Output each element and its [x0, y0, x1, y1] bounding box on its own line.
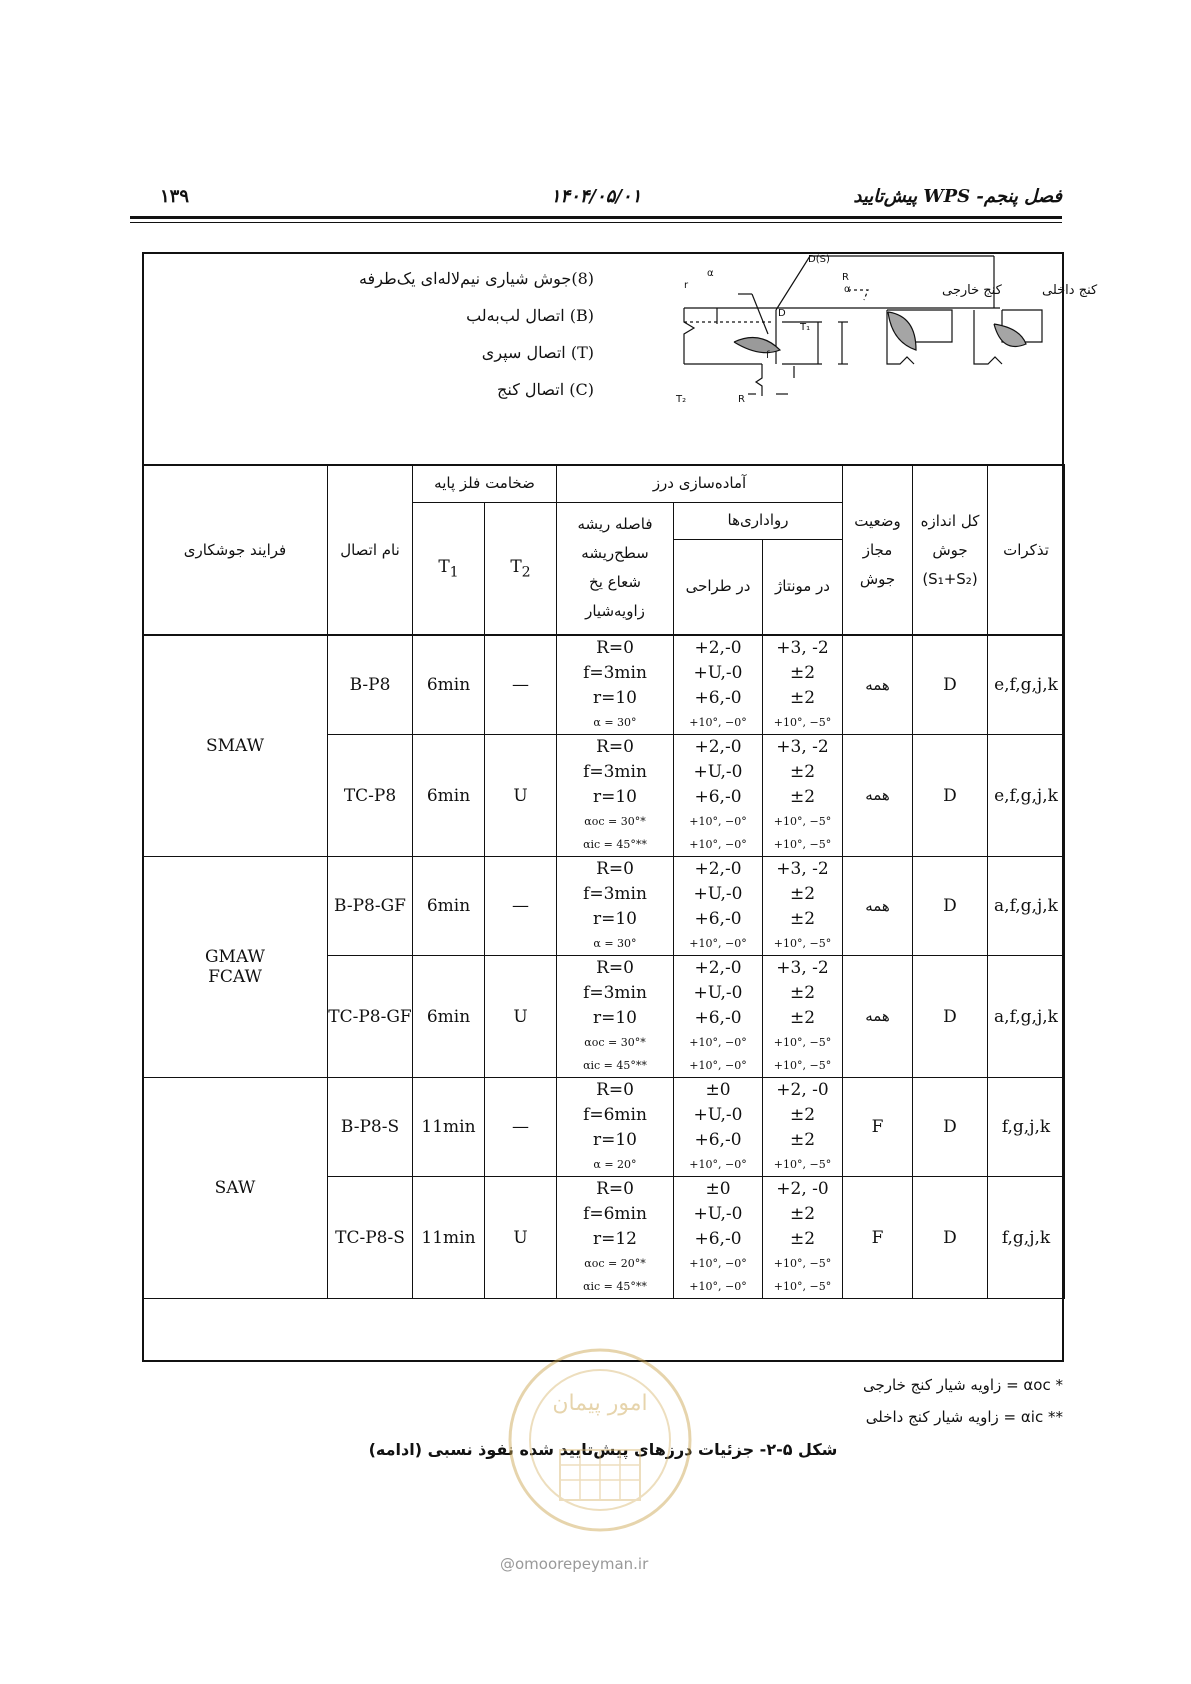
as-detailed-tolerance: [674, 735, 763, 857]
as-detailed-tolerance-line: +6,-0: [694, 909, 742, 929]
as-detailed-tolerance-line: +10°, −0°: [689, 716, 747, 729]
joint-prep-line: f=6min: [583, 1204, 647, 1224]
as-detailed-tolerance-line: +6,-0: [694, 688, 742, 708]
table-row: [143, 1078, 1065, 1177]
joint-name: B-P8-S: [328, 1078, 413, 1177]
t1-value: 6min: [413, 635, 485, 735]
joint-prep-line: r=10: [592, 1130, 637, 1150]
process-name-line: FCAW: [208, 967, 262, 987]
t1-value: 11min: [413, 1078, 485, 1177]
t2-value: U: [485, 735, 557, 857]
as-fitup-tolerance-line: ±2: [789, 663, 816, 683]
diagram-label-alpha: α: [707, 268, 714, 279]
joint-prep-line: f=3min: [583, 762, 647, 782]
table-row: [143, 857, 1065, 956]
as-detailed-tolerance-line: +2,-0: [694, 737, 742, 757]
t1-value: 11min: [413, 1177, 485, 1299]
joint-name: B-P8-GF: [328, 857, 413, 956]
col-position-line: وضعیت: [854, 511, 901, 530]
joint-prep: [557, 956, 674, 1078]
col-t1: $T_1$: [413, 502, 485, 635]
joint-prep-line: R=0: [596, 737, 634, 757]
process-name: [143, 635, 328, 857]
joint-prep-line: R=0: [596, 958, 634, 978]
as-fitup-tolerance: [763, 735, 843, 857]
as-detailed-tolerance-line: ±0: [705, 1179, 731, 1199]
as-fitup-tolerance: [763, 1177, 843, 1299]
joint-details-table: [142, 464, 1065, 1299]
joint-prep-line: R=0: [596, 1080, 634, 1100]
as-detailed-tolerance-line: +6,-0: [694, 1008, 742, 1028]
position-value: همه: [843, 857, 913, 956]
joint-prep-line: αic = 45°**: [583, 1280, 647, 1293]
col-as-fitup: در مونتاژ: [763, 539, 843, 635]
position-value: همه: [843, 735, 913, 857]
as-fitup-tolerance-line: +10°, −5°: [773, 1158, 832, 1171]
joint-prep-line: f=6min: [583, 1105, 647, 1125]
col-tolerances: رواداری‌ها: [674, 502, 843, 539]
position-value: همه: [843, 956, 913, 1078]
col-root-opening: [557, 502, 674, 635]
as-detailed-tolerance-line: +U,-0: [693, 1105, 743, 1125]
as-detailed-tolerance-line: +10°, −0°: [689, 1059, 747, 1072]
as-detailed-tolerance-line: +U,-0: [693, 1204, 743, 1224]
joint-prep: [557, 857, 674, 956]
as-detailed-tolerance-line: +10°, −0°: [689, 1257, 747, 1270]
position-value: همه: [843, 635, 913, 735]
as-fitup-tolerance: [763, 956, 843, 1078]
process-name-line: SAW: [214, 1178, 256, 1198]
joint-prep-line: r=10: [592, 688, 637, 708]
as-detailed-tolerance-line: +6,-0: [694, 1229, 742, 1249]
t1-value: 6min: [413, 956, 485, 1078]
col-notes: تذکرات: [988, 465, 1065, 635]
as-detailed-tolerance-line: +10°, −0°: [689, 1280, 747, 1293]
as-fitup-tolerance-line: +3, -2: [776, 859, 829, 879]
as-fitup-tolerance: [763, 857, 843, 956]
as-fitup-tolerance-line: ±2: [789, 1229, 816, 1249]
joint-prep-line: αoc = 30°*: [584, 815, 646, 828]
t2-value: —: [485, 1078, 557, 1177]
process-name: [143, 857, 328, 1078]
joint-prep-line: r=12: [592, 1229, 637, 1249]
as-detailed-tolerance-line: +10°, −0°: [689, 937, 747, 950]
page-number: ۱۳۹: [160, 186, 190, 207]
joint-name: TC-P8-GF: [328, 956, 413, 1078]
inside-corner-label: کنج داخلی: [1042, 283, 1098, 298]
col-root-opening-line: فاصله ریشه: [577, 515, 653, 534]
watermark-url: @omoorepeyman.ir: [500, 1555, 649, 1573]
process-name: [143, 1078, 328, 1299]
col-position-line: جوش: [859, 569, 896, 588]
t2-value: U: [485, 956, 557, 1078]
watermark-logo: [470, 1340, 730, 1540]
outside-corner-label: کنج خارجی: [942, 283, 1002, 298]
as-fitup-tolerance-line: ±2: [789, 1008, 816, 1028]
joint-prep-line: R=0: [596, 638, 634, 658]
t1-value: 6min: [413, 735, 485, 857]
as-fitup-tolerance: [763, 1078, 843, 1177]
col-weld-size-line: کل اندازه: [920, 511, 980, 530]
joint-prep-line: αoc = 20°*: [584, 1257, 646, 1270]
joint-prep-line: αoc = 30°*: [584, 1036, 646, 1049]
as-fitup-tolerance-line: +10°, −5°: [773, 1257, 832, 1270]
joint-prep-line: αic = 45°**: [583, 1059, 647, 1072]
joint-prep: [557, 735, 674, 857]
header-rule-thick: [130, 216, 1062, 219]
page-header: [130, 186, 1062, 210]
col-root-opening-line: سطح‌ریشه: [581, 544, 649, 563]
joint-prep-line: R=0: [596, 1179, 634, 1199]
weld-size-value: D: [913, 857, 988, 956]
diagram-label-r: r: [684, 280, 689, 291]
as-fitup-tolerance-line: +10°, −5°: [773, 1059, 832, 1072]
as-fitup-tolerance-line: ±2: [789, 1204, 816, 1224]
col-weld-size-line: جوش: [932, 540, 968, 559]
weld-size-value: D: [913, 635, 988, 735]
joint-type-tee: (T) اتصال سپری: [481, 343, 594, 362]
joint-name: TC-P8: [328, 735, 413, 857]
t1-value: 6min: [413, 857, 485, 956]
joint-prep-line: r=10: [592, 1008, 637, 1028]
as-detailed-tolerance-line: +2,-0: [694, 638, 742, 658]
joint-prep-line: r=10: [592, 909, 637, 929]
weld-size-value: D: [913, 1078, 988, 1177]
joint-prep-line: α = 30°: [593, 937, 637, 950]
as-detailed-tolerance-line: ±0: [705, 1080, 731, 1100]
as-fitup-tolerance-line: +2, -0: [776, 1179, 829, 1199]
t2-value: U: [485, 1177, 557, 1299]
joint-type-butt: (B) اتصال لب‌به‌لب: [466, 306, 594, 325]
col-t2: $T_2$: [485, 502, 557, 635]
weld-size-value: D: [913, 956, 988, 1078]
joint-prep-line: α = 20°: [593, 1158, 637, 1171]
notes-value: e,f,g,j,k: [988, 735, 1065, 857]
col-position-line: مجاز: [862, 540, 893, 559]
joint-type-list: [234, 260, 594, 408]
as-fitup-tolerance-line: +10°, −5°: [773, 815, 832, 828]
as-fitup-tolerance-line: ±2: [789, 787, 816, 807]
as-fitup-tolerance-line: ±2: [789, 762, 816, 782]
joint-name: B-P8: [328, 635, 413, 735]
col-weld-size-line: (S₁+S₂): [922, 569, 978, 588]
as-fitup-tolerance-line: +3, -2: [776, 958, 829, 978]
as-detailed-tolerance-line: +10°, −0°: [689, 815, 747, 828]
as-detailed-tolerance-line: +6,-0: [694, 1130, 742, 1150]
notes-value: f,g,j,k: [988, 1177, 1065, 1299]
diagram-label-alpha-top: α: [844, 284, 851, 295]
as-detailed-tolerance: [674, 857, 763, 956]
as-fitup-tolerance-line: ±2: [789, 909, 816, 929]
as-detailed-tolerance: [674, 956, 763, 1078]
weld-size-value: D: [913, 735, 988, 857]
col-root-opening-line: شعاع یخ: [589, 573, 641, 592]
diagram-label-d: D: [778, 308, 786, 319]
as-fitup-tolerance-line: ±2: [789, 1130, 816, 1150]
joint-diagram-block: [142, 252, 1098, 464]
col-position: [843, 465, 913, 635]
as-detailed-tolerance-line: +2,-0: [694, 859, 742, 879]
as-detailed-tolerance-line: +U,-0: [693, 663, 743, 683]
as-detailed-tolerance-line: +U,-0: [693, 983, 743, 1003]
as-fitup-tolerance-line: ±2: [789, 983, 816, 1003]
diagram-label-t2: T₂: [676, 394, 687, 405]
joint-name: TC-P8-S: [328, 1177, 413, 1299]
joint-prep-line: f=3min: [583, 663, 647, 683]
footnote-outside-angle: * αoc = زاویه شیار کنج خارجی: [863, 1376, 1063, 1394]
diagram-label-f: f: [766, 350, 770, 361]
chapter-title: فصل پنجم- WPS پیش‌تایید: [853, 186, 1062, 207]
table-row: [143, 635, 1065, 735]
notes-value: f,g,j,k: [988, 1078, 1065, 1177]
as-fitup-tolerance-line: +10°, −5°: [773, 838, 832, 851]
as-fitup-tolerance-line: ±2: [789, 1105, 816, 1125]
header-date: ۱۴۰۴/۰۵/۰۱: [550, 186, 642, 207]
joint-prep: [557, 1177, 674, 1299]
as-detailed-tolerance: [674, 1078, 763, 1177]
as-fitup-tolerance-line: +3, -2: [776, 638, 829, 658]
joint-type-groove: (8)جوش شیاری نیم‌لاله‌ای یک‌طرفه: [358, 269, 594, 288]
as-fitup-tolerance-line: +3, -2: [776, 737, 829, 757]
as-detailed-tolerance-line: +U,-0: [693, 762, 743, 782]
joint-prep-line: αic = 45°**: [583, 838, 647, 851]
header-rule-thin: [130, 222, 1062, 223]
notes-value: e,f,g,j,k: [988, 635, 1065, 735]
figure-caption: شکل ۵-۲- جزئیات درزهای پیش‌تایید شده نفوذ نسبی (ادامه): [368, 1440, 838, 1459]
as-fitup-tolerance-line: +10°, −5°: [773, 1280, 832, 1293]
as-fitup-tolerance-line: +10°, −5°: [773, 937, 832, 950]
watermark-logo-text: امور پیمان: [552, 1391, 648, 1416]
col-process: فرایند جوشکاری: [143, 465, 328, 635]
col-as-detailed: در طراحی: [674, 539, 763, 635]
diagram-label-ds: D(S): [808, 254, 830, 265]
joint-prep-line: R=0: [596, 859, 634, 879]
notes-value: a,f,g,j,k: [988, 857, 1065, 956]
as-fitup-tolerance-line: ±2: [789, 688, 816, 708]
notes-value: a,f,g,j,k: [988, 956, 1065, 1078]
joint-diagram: [542, 254, 1098, 414]
joint-prep-line: α = 30°: [593, 716, 637, 729]
as-fitup-tolerance-line: +10°, −5°: [773, 1036, 832, 1049]
as-fitup-tolerance-line: +10°, −5°: [773, 716, 832, 729]
as-fitup-tolerance-line: ±2: [789, 884, 816, 904]
col-root-opening-line: زاویه‌شیار: [585, 602, 645, 621]
diagram-label-r-bottom: R: [738, 394, 745, 405]
col-joint-name: نام اتصال: [328, 465, 413, 635]
weld-size-value: D: [913, 1177, 988, 1299]
footnote-inside-angle: ** αic = زاویه شیار کنج داخلی: [865, 1408, 1063, 1426]
joint-prep: [557, 635, 674, 735]
joint-prep-line: f=3min: [583, 884, 647, 904]
diagram-label-t1: T₁: [800, 322, 811, 333]
col-weld-size: [913, 465, 988, 635]
as-detailed-tolerance-line: +2,-0: [694, 958, 742, 978]
joint-prep-line: f=3min: [583, 983, 647, 1003]
as-detailed-tolerance-line: +10°, −0°: [689, 1036, 747, 1049]
position-value: F: [843, 1078, 913, 1177]
process-name-line: GMAW: [204, 947, 266, 967]
as-detailed-tolerance-line: +10°, −0°: [689, 1158, 747, 1171]
as-detailed-tolerance-line: +U,-0: [693, 884, 743, 904]
position-value: F: [843, 1177, 913, 1299]
as-fitup-tolerance-line: +2, -0: [776, 1080, 829, 1100]
as-detailed-tolerance-line: +6,-0: [694, 787, 742, 807]
t2-value: —: [485, 857, 557, 956]
t2-value: —: [485, 635, 557, 735]
process-name-line: SMAW: [205, 736, 265, 756]
col-base-thickness: ضخامت فلز پایه: [413, 465, 557, 502]
as-detailed-tolerance: [674, 1177, 763, 1299]
as-fitup-tolerance: [763, 635, 843, 735]
joint-type-corner: (C) اتصال کنج: [497, 380, 594, 399]
col-joint-prep: آماده‌سازی درز: [557, 465, 843, 502]
as-detailed-tolerance: [674, 635, 763, 735]
as-detailed-tolerance-line: +10°, −0°: [689, 838, 747, 851]
joint-prep-line: r=10: [592, 787, 637, 807]
diagram-label-r-top: R: [842, 272, 849, 283]
joint-prep: [557, 1078, 674, 1177]
